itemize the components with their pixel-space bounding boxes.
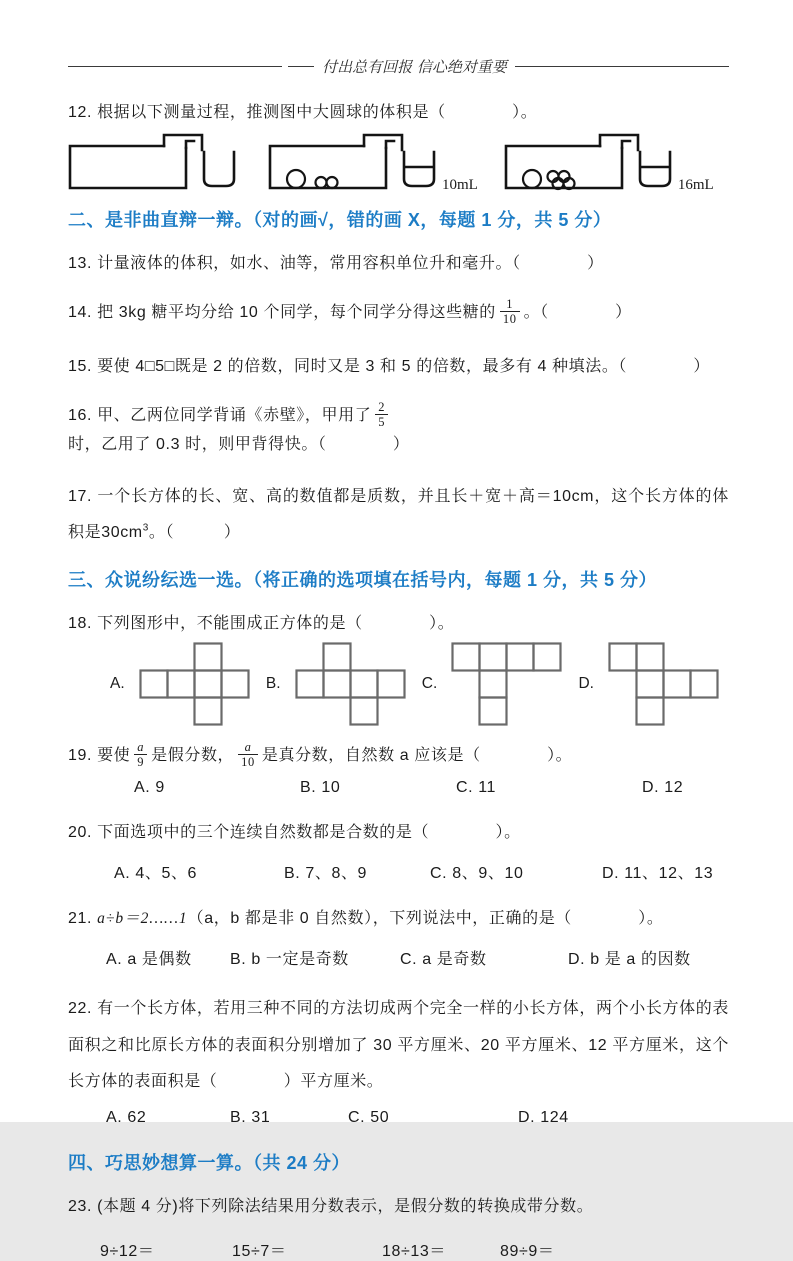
net-label-c: C. [421,675,438,693]
question-14-text [68,298,729,328]
cube-net-option-c [422,641,565,727]
question-22-options [68,1109,729,1127]
cube-net-options [68,641,729,727]
question-22-text: 22. 有一个长方体，若用三种不同的方法切成两个完全一样的小长方体，两个小长方体的表面积之和比原长方体的表面积分别增加了 30 平方厘米、20 平方厘米、12 平方厘米，这个长方体的表面积是（ ）平方厘米。 [68,999,729,1091]
option-21-c: C. a 是奇数 [400,950,487,968]
option-22-d: D. 124 [518,1109,569,1127]
expression-2: 15÷7＝ [232,1243,287,1261]
question-19-post: 是真分数，自然数 a 应该是（ ）。 [261,747,573,765]
option-21-d: D. b 是 a 的因数 [568,950,691,968]
question-23-expressions [68,1238,729,1261]
beaker-svg-2 [268,130,440,192]
beaker-svg-1 [68,130,240,192]
volume-label-3: 16mL [677,177,714,193]
header-rule [68,56,729,77]
question-16-post: 时，乙用了 0.3 时，则甲背得快。（ ） [68,435,410,453]
net-label-d: D. [578,675,594,693]
question-14-post: 。（ ） [523,304,632,322]
question-21-options [68,946,729,969]
option-21-a: A. a 是偶数 [106,950,192,968]
option-20-c: C. 8、9、10 [430,864,524,882]
question-17-line1: 17. 一个长方体的长、宽、高的数值都是质数，并且长＋宽＋高＝10cm，这个长方体的体积是 [68,487,729,542]
expression-1: 9÷12＝ [100,1243,155,1261]
question-13-text: 13. 计量液体的体积，如水、油等，常用容积单位升和毫升。（ ） [68,255,604,272]
cube-net-b [294,641,408,727]
question-14-pre: 14. 把 3kg 糖平均分给 10 个同学，每个同学分得这些糖的 [68,304,496,322]
question-18-text: 18. 下列图形中，不能围成正方体的是（ ）。 [68,615,455,633]
exam-motto: 付出总有回报 信心绝对重要 [322,58,507,76]
header-rule-left [68,66,282,67]
question-12-text: 12. 根据以下测量过程，推测图中大圆球的体积是（ ）。 [68,104,538,121]
section-4-heading: 四、巧思妙想算一算。（共 24 分） [68,1153,351,1174]
fraction-1-10: $\frac{1}{10}$ [500,297,520,327]
question-16-pre: 16. 甲、乙两位同学背诵《赤壁》，甲用了 [68,406,372,424]
question-16-text [68,401,729,454]
option-19-d: D. 12 [642,778,684,796]
beaker-diagram-2 [268,130,478,192]
beaker-diagram-3 [504,130,714,192]
cube-net-option-a [110,641,252,727]
question-15-text: 15. 要使 4□5□既是 2 的倍数，同时又是 3 和 5 的倍数，最多有 4 种填法。（ ） [68,357,711,375]
question-19-mid: 是假分数， [151,747,235,765]
question-19-text [68,741,729,771]
measurement-diagrams [68,130,729,192]
header-rule-right [515,66,729,67]
question-17-unit: 30cm [101,524,143,542]
option-20-b: B. 7、8、9 [284,864,368,882]
question-21-post: （a，b 都是非 0 自然数），下列说法中，正确的是（ ）。 [187,909,664,927]
fraction-2-5: $\frac{2}{5}$ [375,400,388,430]
option-22-b: B. 31 [230,1109,271,1127]
question-19-pre: 19. 要使 [68,747,131,765]
net-label-b: B. [265,675,281,693]
header-rule-dash [288,66,314,67]
question-17-exponent: 3 [142,522,149,534]
cube-net-d [607,641,721,727]
question-21-equation: a÷b＝2……1 [97,909,188,927]
beaker-diagram-1 [68,130,242,192]
expression-3: 18÷13＝ [382,1243,446,1261]
volume-label-2: 10mL [442,177,478,193]
expression-4: 89÷9＝ [500,1243,555,1261]
section-2-heading: 二、是非曲直辩一辩。（对的画√，错的画 X，每题 1 分，共 5 分） [68,210,612,230]
beaker-svg-3 [504,130,676,192]
question-17-post: 。（ ） [148,524,241,542]
question-23-text: 23. (本题 4 分)将下列除法结果用分数表示，是假分数的转换成带分数。 [68,1198,594,1216]
question-19-options [68,779,729,797]
option-20-a: A. 4、5、6 [114,864,198,882]
question-21-text [68,905,729,928]
option-19-c: C. 11 [456,778,497,796]
fraction-a-9: $\frac{a}{9}$ [134,740,147,770]
question-21-number: 21. [68,909,98,927]
option-19-a: A. 9 [134,778,165,796]
option-22-a: A. 62 [106,1109,147,1127]
question-17-text [68,479,729,553]
section-3-heading: 三、众说纷纭选一选。（将正确的选项填在括号内，每题 1 分，共 5 分） [68,570,658,591]
option-21-b: B. b 一定是奇数 [230,950,349,968]
net-label-a: A. [110,675,125,693]
option-22-c: C. 50 [348,1109,390,1127]
cube-net-option-b [266,641,408,727]
option-19-b: B. 10 [300,778,341,796]
cube-net-c [450,641,564,727]
question-20-text: 20. 下面选项中的三个连续自然数都是合数的是（ ）。 [68,823,521,841]
question-20-options [68,860,729,883]
cube-net-option-d [578,641,721,727]
option-20-d: D. 11、12、13 [602,864,714,882]
cube-net-a [138,641,252,727]
fraction-a-10: $\frac{a}{10}$ [238,740,258,770]
